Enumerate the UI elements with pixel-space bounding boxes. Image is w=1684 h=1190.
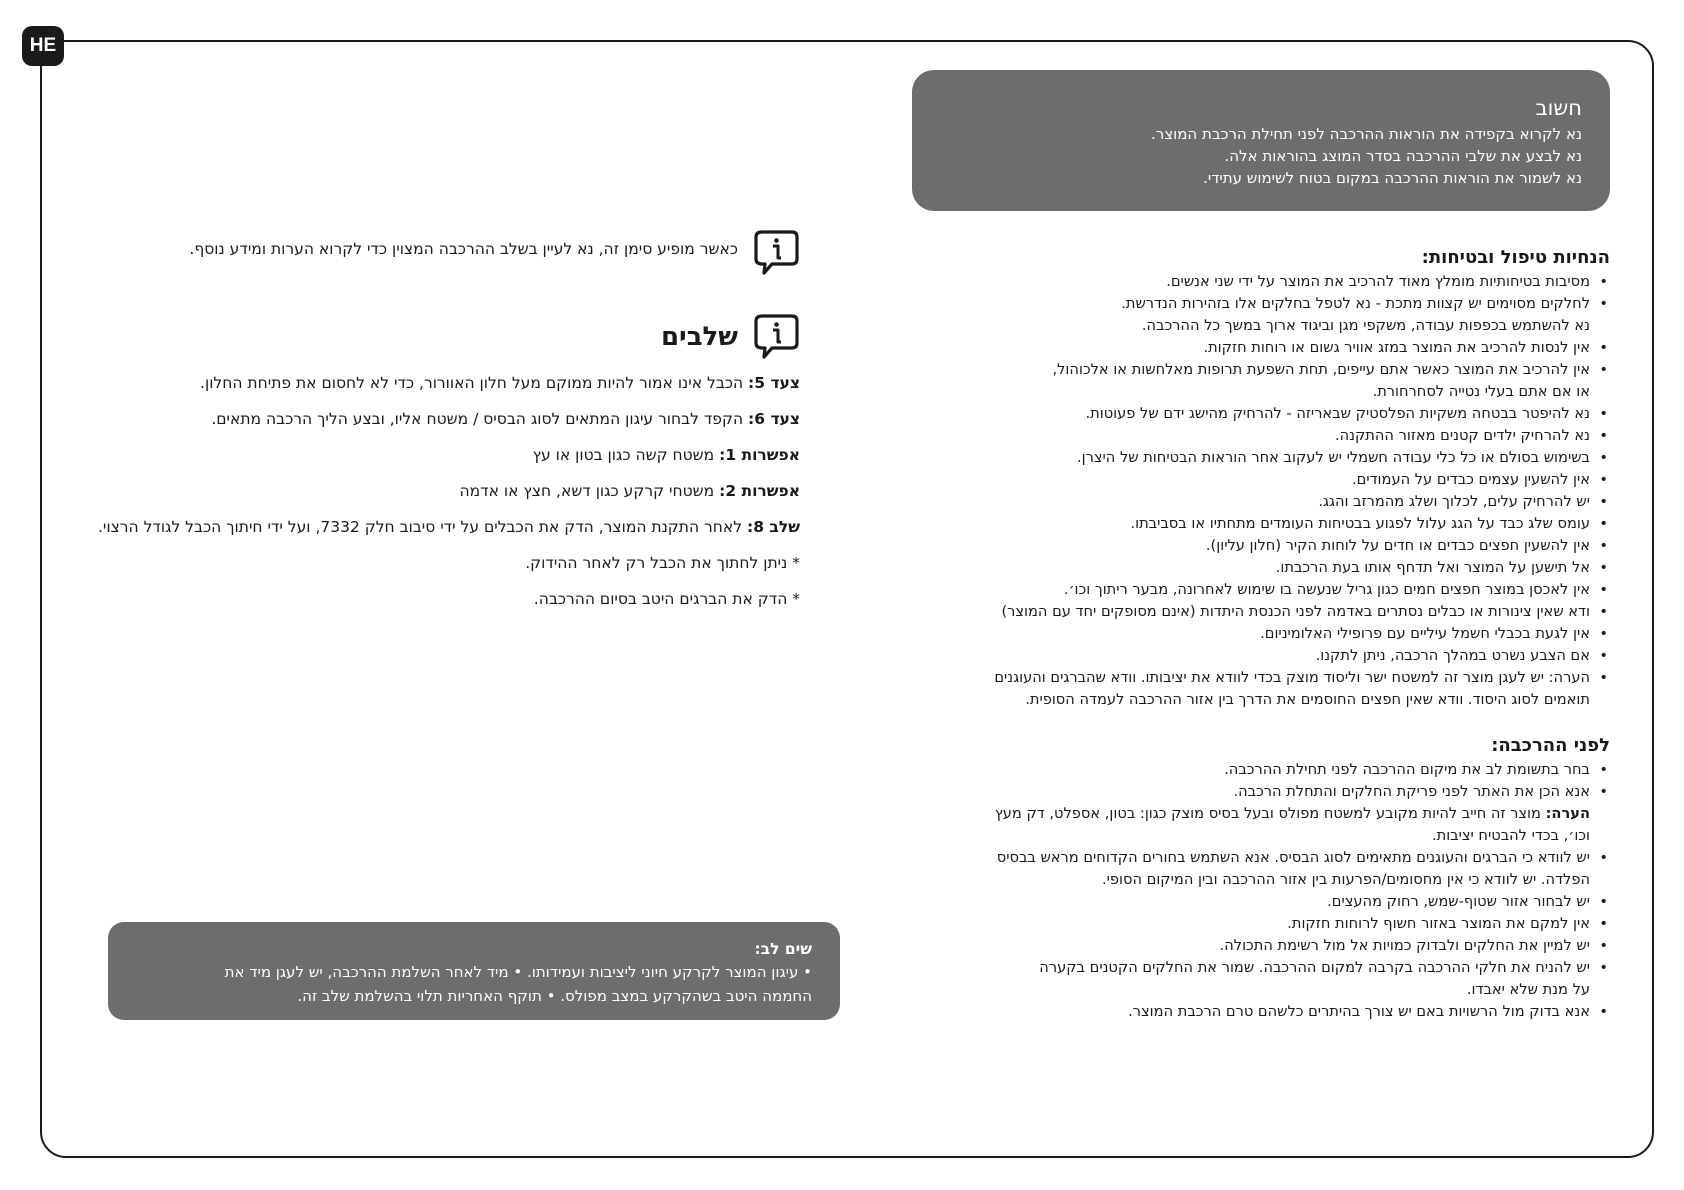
list-item bbox=[920, 759, 1610, 781]
list-item bbox=[920, 271, 1610, 293]
list-item-text: יש למיין את החלקים ולבדוק כמויות אל מול רשימת התכולה. bbox=[1219, 937, 1590, 954]
step-label: אפשרות 2: bbox=[719, 482, 800, 500]
step-text: * ניתן לחתוך את הכבל רק לאחר ההידוק. bbox=[525, 554, 800, 572]
important-box bbox=[912, 70, 1610, 211]
list-item-text: לחלקים מסוימים יש קצוות מתכת - נא לטפל בחלקים אלו בזהירות הנדרשת. bbox=[1121, 295, 1590, 312]
list-item bbox=[920, 689, 1610, 711]
important-line: נא לקרוא בקפידה את הוראות ההרכבה לפני תחילת הרכבת המוצר. bbox=[1151, 125, 1582, 143]
list-item bbox=[920, 557, 1610, 579]
list-item-text: אין להשעין עצמים כבדים על העמודים. bbox=[1352, 471, 1590, 488]
important-line: נא לשמור את הוראות ההרכבה במקום בטוח לשימוש עתידי. bbox=[1203, 169, 1582, 187]
list-item bbox=[920, 469, 1610, 491]
step-label: צעד 6: bbox=[748, 410, 800, 428]
list-item-text: נא להשתמש בכפפות עבודה, משקפי מגן וביגוד ארוך במשך כל ההרכבה. bbox=[1141, 317, 1590, 334]
step-item bbox=[60, 516, 800, 538]
list-item-text: אין למקם את המוצר באזור חשוף לרוחות חזקות. bbox=[1287, 915, 1590, 932]
list-item bbox=[920, 601, 1610, 623]
steps-title: שלבים bbox=[660, 322, 738, 352]
list-item-text: הערה: יש לעגן מוצר זה למשטח ישר וליסוד מוצק בכדי לוודא את יציבותו. וודא שהברגים והעוגנים bbox=[994, 669, 1590, 686]
step-item bbox=[60, 588, 800, 610]
list-item-text: נא להרחיק ילדים קטנים מאזור ההתקנה. bbox=[1334, 427, 1590, 444]
info-speech-bubble-icon bbox=[752, 228, 800, 276]
list-item bbox=[920, 979, 1610, 1001]
list-item bbox=[920, 337, 1610, 359]
list-item-text: על מנת שלא יאבדו. bbox=[1466, 981, 1590, 998]
step-label: אפשרות 1: bbox=[719, 446, 800, 464]
list-item-text: יש לבחור אזור שטוף-שמש, רחוק מהעצים. bbox=[1327, 893, 1590, 910]
before-assembly-list bbox=[920, 759, 1610, 1023]
important-line: נא לבצע את שלבי ההרכבה בסדר המוצג בהוראות אלה. bbox=[1224, 147, 1582, 165]
list-item-text: אנא הכן את האתר לפני פריקת החלקים והתחלת הרכבה. bbox=[1233, 783, 1590, 800]
list-item bbox=[920, 359, 1610, 381]
safety-section bbox=[920, 246, 1610, 711]
step-item bbox=[60, 552, 800, 574]
step-text: משטחי קרקע כגון דשא, חצץ או אדמה bbox=[459, 482, 720, 500]
list-item-text: אין להרכיב את המוצר כאשר אתם עייפים, תחת השפעת תרופות מאלחשות או אלכוהול, bbox=[1052, 361, 1590, 378]
list-item bbox=[920, 491, 1610, 513]
attention-box bbox=[108, 922, 840, 1020]
step-text: הקפד לבחור עיגון המתאים לסוג הבסיס / משטח אליו, ובצע הליך הרכבה מתאים. bbox=[211, 410, 749, 428]
list-item-text: אנא בדוק מול הרשויות באם יש צורך בהיתרים כלשהם טרם הרכבת המוצר. bbox=[1128, 1003, 1590, 1020]
list-item-text: ודא שאין צינורות או כבלים נסתרים באדמה לפני הכנסת היתדות (אינם מסופקים יחד עם המוצר) bbox=[1001, 603, 1590, 620]
list-item bbox=[920, 935, 1610, 957]
language-badge: HE bbox=[22, 26, 64, 66]
list-item bbox=[920, 513, 1610, 535]
info-note bbox=[80, 228, 800, 280]
list-item-text: וכו׳, בכדי להבטיח יציבות. bbox=[1431, 827, 1590, 844]
list-item-text: אל תישען על המוצר ואל תדחף אותו בעת הרכבתו. bbox=[1275, 559, 1590, 576]
step-label: שלב 8: bbox=[747, 518, 800, 536]
list-item bbox=[920, 869, 1610, 891]
step-text: משטח קשה כגון בטון או עץ bbox=[532, 446, 720, 464]
before-assembly-title: לפני ההרכבה: bbox=[1491, 735, 1610, 756]
list-item bbox=[920, 781, 1610, 803]
list-item-text: עומס שלג כבד על הגג עלול לפגוע בבטיחות העומדים מתחתיו או בסביבתו. bbox=[1130, 515, 1590, 532]
list-item bbox=[920, 623, 1610, 645]
important-title: חשוב bbox=[1535, 96, 1582, 120]
list-item bbox=[920, 535, 1610, 557]
steps-heading bbox=[600, 312, 800, 366]
attention-line: החממה היטב בשהקרקע במצב מפולס. • תוקף האחריות תלוי בהשלמת שלב זה. bbox=[297, 987, 812, 1005]
step-item bbox=[60, 444, 800, 466]
step-text: הכבל אינו אמור להיות ממוקם מעל חלון האוורור, כדי לא לחסום את פתיחת החלון. bbox=[200, 374, 749, 392]
list-item-text: או אם אתם בעלי נטייה לסחרחורת. bbox=[1372, 383, 1590, 400]
list-item bbox=[920, 403, 1610, 425]
list-item bbox=[920, 447, 1610, 469]
list-item bbox=[920, 825, 1610, 847]
list-item-text: תואמים לסוג היסוד. וודא שאין חפצים החוסמים את הדרך בין אזור ההרכבה לעמדה הסופית. bbox=[1025, 691, 1590, 708]
steps-list bbox=[60, 372, 800, 624]
note-label: הערה: bbox=[1545, 805, 1590, 822]
step-label: צעד 5: bbox=[748, 374, 800, 392]
info-note-text: כאשר מופיע סימן זה, נא לעיין בשלב ההרכבה המצוין כדי לקרוא הערות ומידע נוסף. bbox=[189, 240, 738, 258]
list-item-text: בחר בתשומת לב את מיקום ההרכבה לפני תחילת ההרכבה. bbox=[1224, 761, 1590, 778]
list-item bbox=[920, 803, 1610, 825]
safety-list bbox=[920, 271, 1610, 711]
list-item bbox=[920, 645, 1610, 667]
list-item bbox=[920, 381, 1610, 403]
step-text: * הדק את הברגים היטב בסיום ההרכבה. bbox=[533, 590, 800, 608]
list-item-text: הפלדה. יש לוודא כי אין מחסומים/הפרעות בין אזור ההרכבה ובין המיקום הסופי. bbox=[1102, 871, 1590, 888]
list-item-text: בשימוש בסולם או כל כלי עבודה חשמלי יש לעקוב אחר הוראות הבטיחות של היצרן. bbox=[1077, 449, 1590, 466]
step-item bbox=[60, 480, 800, 502]
list-item-text: אין לגעת בכבלי חשמל עיליים עם פרופילי האלומיניום. bbox=[1260, 625, 1590, 642]
list-item-text: יש להרחיק עלים, לכלוך ושלג מהמרזב והגג. bbox=[1318, 493, 1590, 510]
list-item bbox=[920, 913, 1610, 935]
list-item-text: יש לוודא כי הברגים והעוגנים מתאימים לסוג הבסיס. אנא השתמש בחורים הקדוחים מראש בבסיס bbox=[996, 849, 1590, 866]
list-item-text: נא להיפטר בבטחה משקיות הפלסטיק שבאריזה - להרחיק מהישג ידם של פעוטות. bbox=[1085, 405, 1590, 422]
step-text: לאחר התקנת המוצר, הדק את הכבלים על ידי סיבוב חלק 7332, ועל ידי חיתוך הכבל לגודל הרצוי. bbox=[97, 518, 748, 536]
list-item bbox=[920, 293, 1610, 315]
list-item-text: מסיבות בטיחותיות מומלץ מאוד להרכיב את המוצר על ידי שני אנשים. bbox=[1166, 273, 1590, 290]
list-item-text: אם הצבע נשרט במהלך הרכבה, ניתן לתקנו. bbox=[1315, 647, 1590, 664]
list-item bbox=[920, 315, 1610, 337]
list-item-text: אין לאכסן במוצר חפצים חמים כגון גריל שנעשה בו שימוש לאחרונה, מבער ריתוך וכו׳. bbox=[1063, 581, 1590, 598]
list-item-text: אין לנסות להרכיב את המוצר במזג אוויר גשום או רוחות חזקות. bbox=[1203, 339, 1590, 356]
step-item bbox=[60, 372, 800, 394]
list-item-text: יש להניח את חלקי ההרכבה בקרבה למקום ההרכבה. שמור את החלקים הקטנים בקערה bbox=[1039, 959, 1590, 976]
list-item bbox=[920, 667, 1610, 689]
list-item bbox=[920, 957, 1610, 979]
info-speech-bubble-icon bbox=[752, 312, 800, 360]
step-item bbox=[60, 408, 800, 430]
list-item-text: מוצר זה חייב להיות מקובע למשטח מפולס ובעל בסיס מוצק כגון: בטון, אספלט, דק מעץ bbox=[994, 805, 1546, 822]
before-assembly-section bbox=[920, 734, 1610, 1023]
list-item bbox=[920, 1001, 1610, 1023]
attention-line: • עיגון המוצר לקרקע חיוני ליציבות ועמידותו. • מיד לאחר השלמת ההרכבה, יש לעגן מיד את bbox=[224, 963, 812, 981]
list-item bbox=[920, 891, 1610, 913]
list-item bbox=[920, 425, 1610, 447]
attention-title: שים לב: bbox=[754, 940, 812, 958]
list-item bbox=[920, 847, 1610, 869]
safety-title: הנחיות טיפול ובטיחות: bbox=[1421, 247, 1610, 268]
list-item-text: אין להשעין חפצים כבדים או חדים על לוחות הקיר (חלון עליון). bbox=[1205, 537, 1590, 554]
list-item bbox=[920, 579, 1610, 601]
